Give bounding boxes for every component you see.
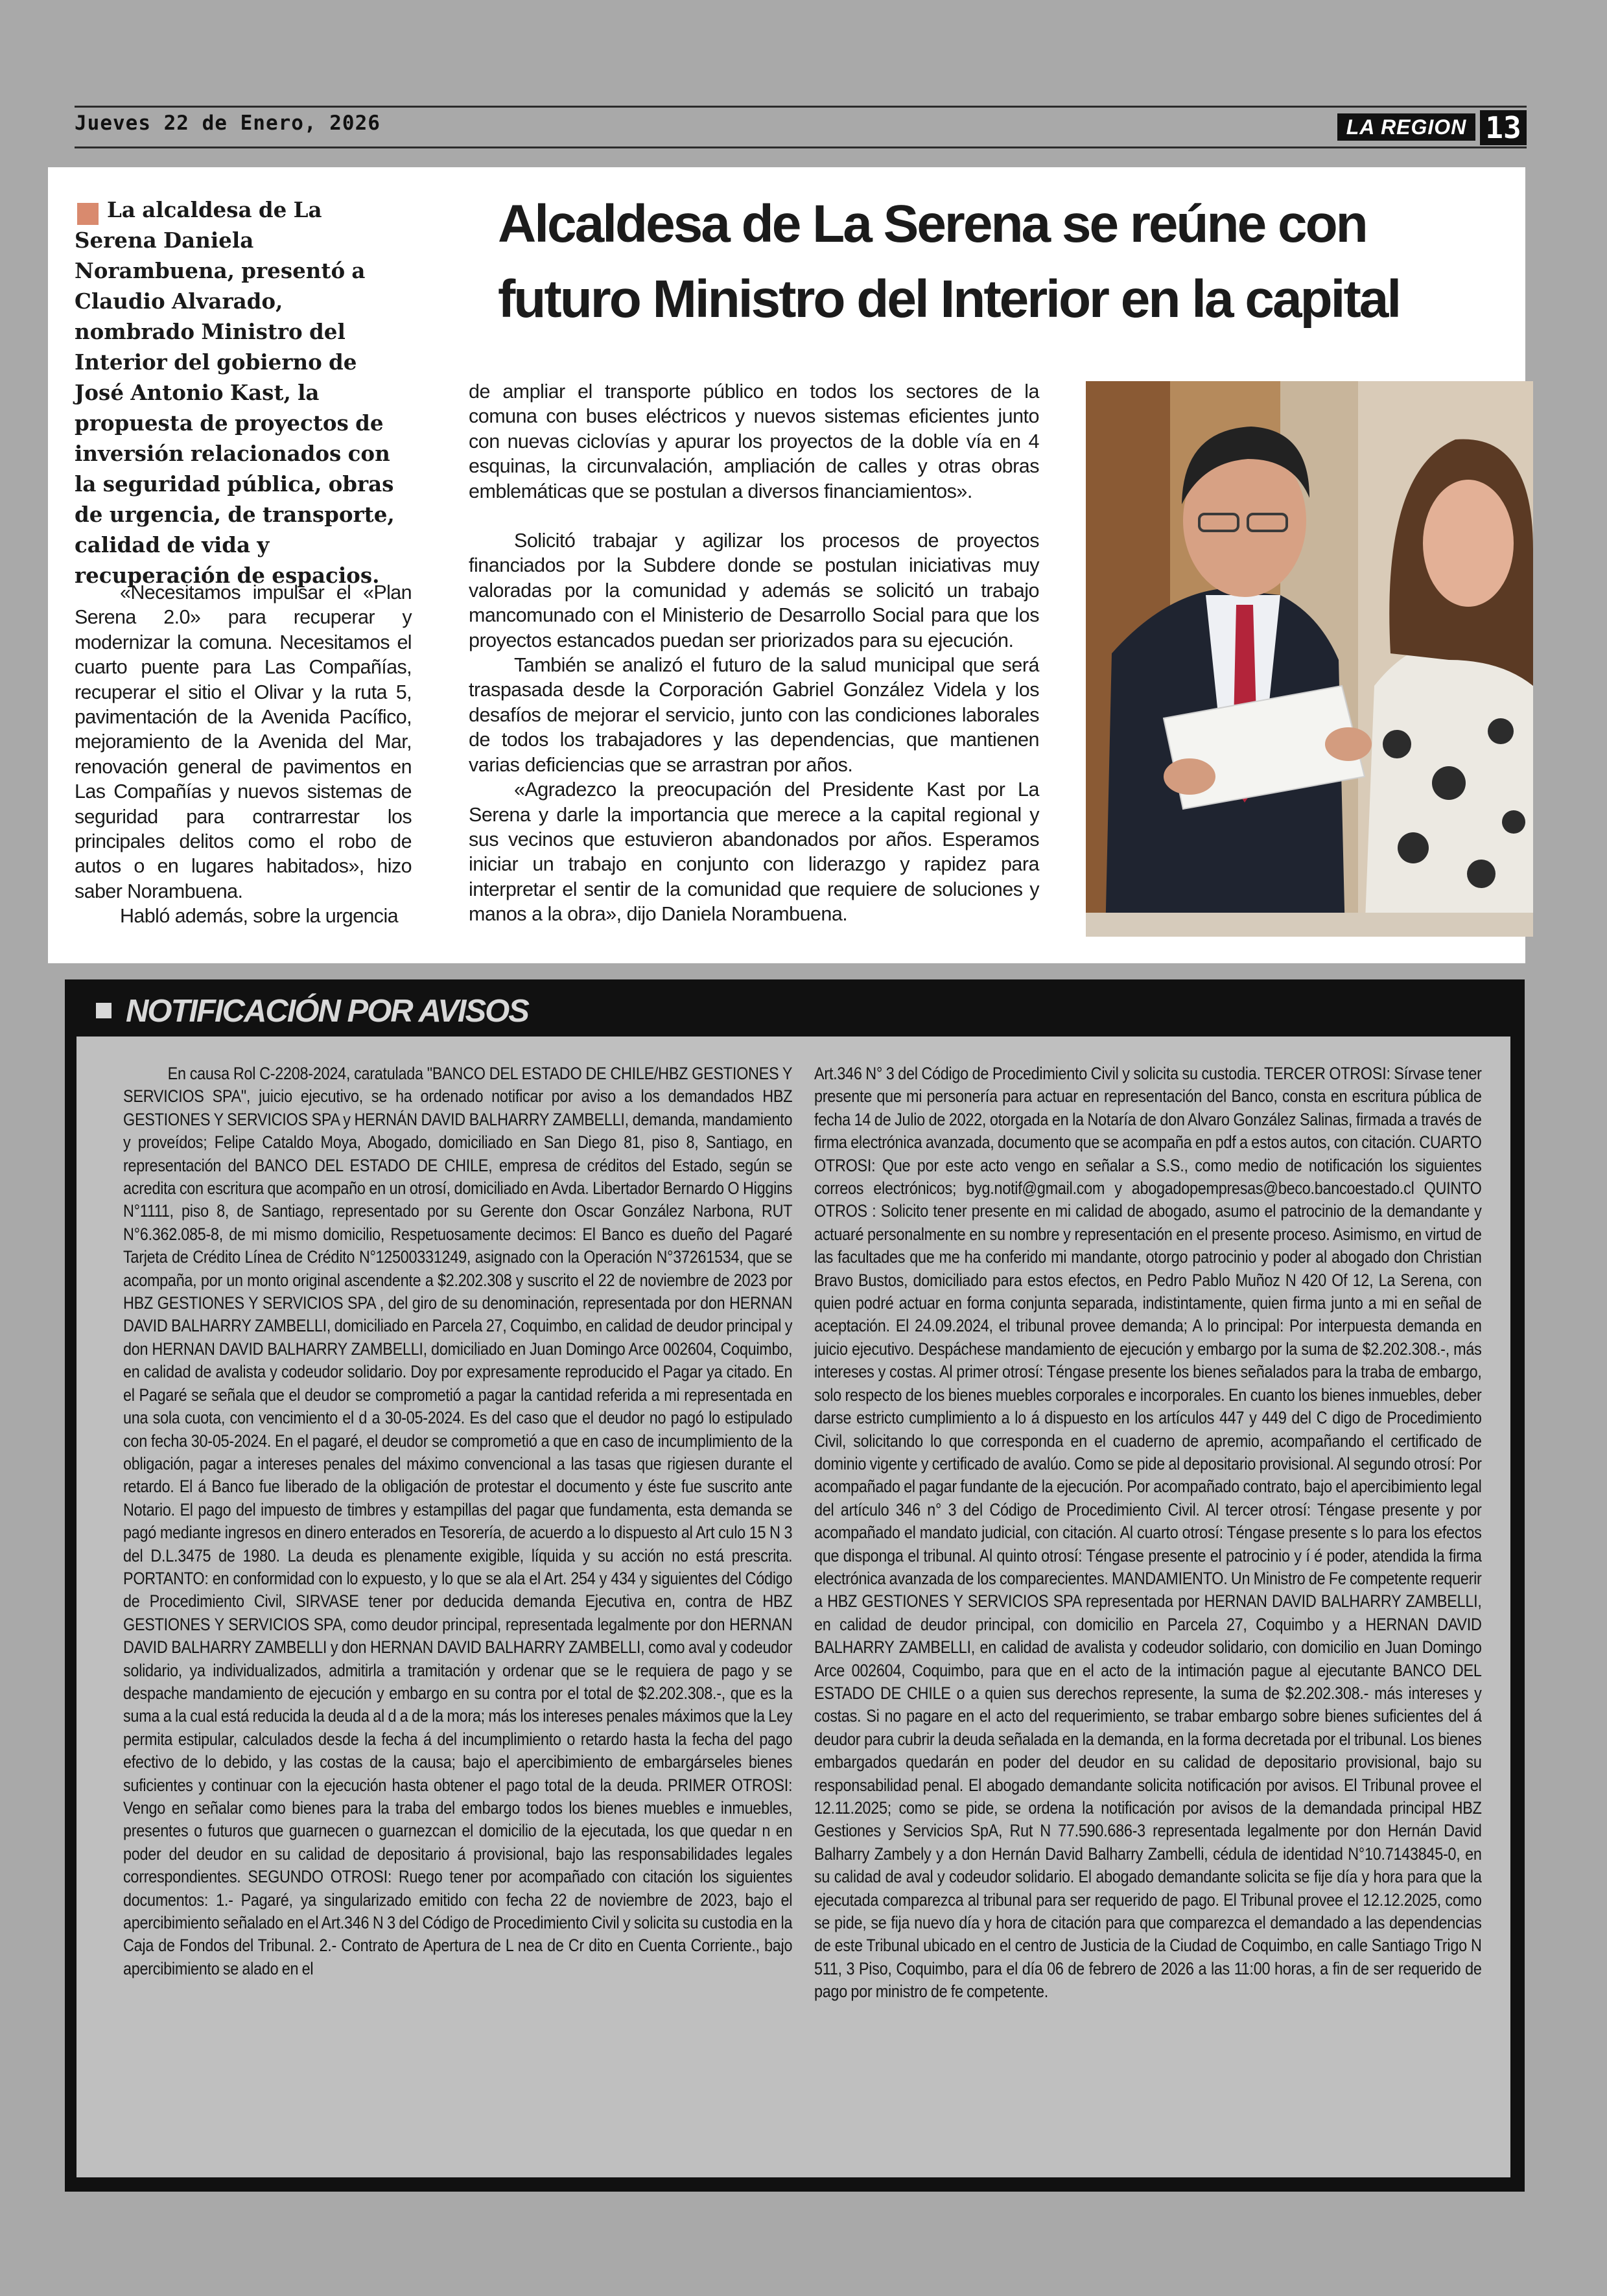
headline-line-2: futuro Ministro del Interior en la capital [498, 270, 1400, 329]
notice-left-column: En causa Rol C-2208-2024, caratulada "BANCO DEL ESTADO DE CHILE/HBZ GESTIONES Y SERVICIOS SPA", juicio ejecutivo, se ha ordenado notificar por aviso a los demandados HBZ GESTIONES Y SERVICIOS SPA y HERNÁN DAVID BALHARRY ZAMBELLI, demanda, mandamiento y proveídos; Felipe Cataldo Moya, Abogado, domiciliado en San Diego 81, piso 8, Santiago, en representación del BANCO DEL ESTADO DE CHILE, empresa de créditos del Estado, según se acredita con escritura que acompaño en un otrosí, domiciliado en Avda. Libertador Bernardo O Higgins N°1111, piso 8, de Santiago, representado por su Gerente don Oscar González Narbona, RUT N°6.362.085-8, de mi mismo domicilio, Respetuosamente decimos: El Banco es dueño del Pagaré Tarjeta de Crédito Línea de Crédito N°12500331249, asignado con la Operación N°37261534, que se acompaña, por un monto original ascendente a $2.202.308 y suscrito el 22 de noviembre de 2023 por HBZ GESTIONES Y SERVICIOS SPA , del giro de su denominación, representada por don HERNAN DAVID BALHARRY ZAMBELLI, domiciliado en Parcela 27, Coquimbo, en calidad de deudor principal y don HERNAN DAVID BALHARRY ZAMBELLI, domiciliado en Juan Domingo Arce 002604, Coquimbo, en calidad de avalista y codeudor solidario. Doy por expresamente reproducido el Pagar ya citado. En el Pagaré se señala que el deudor se comprometió a pagar la cantidad referida a mi representada en una sola cuota, con vencimiento el d a 30-05-2024. Es del caso que el deudor no pagó lo estipulado con fecha 30-05-2024. En el pagaré, el deudor se comprometió a que en caso de incumplimiento de la obligación, pagar a intereses penales del máximo convencional a las tasas que rigiesen durante el retardo. El á Banco fue liberado de la obligación de protestar el documento y éste fue suscrito ante Notario. El pago del impuesto de timbres y estampillas del pagar que fundamenta, esta demanda se pagó mediante ingresos en dinero enterados en Tesorería, de acuerdo a lo dispuesto al Art culo 15 N 3 del D.L.3475 de 1980. La deuda es plenamente exigible, líquida y su acción no está prescrita. PORTANTO: en conformidad con lo expuesto, y lo que se ala el Art. 254 y 434 y siguientes del Código de Procedimiento Civil, SIRVASE tener por deducida demanda Ejecutiva en, contra de HBZ GESTIONES Y SERVICIOS SPA, como deudor principal, representada legalmente por don HERNAN DAVID BALHARRY ZAMBELLI y don HERNAN DAVID BALHARRY ZAMBELLI, como aval y codeudor solidario, ya individualizados, admitirla a tramitación y ordenar que se le requiera de pago y se despache mandamiento de ejecución y embargo en su contra por el total de $2.202.308.-, que es la suma a la cual está reducida la deuda al d a de la mora; más los intereses penales máximos que la Ley permita estipular, calculados desde la fecha á del incumplimiento o retardo hasta la fecha del pago efectivo de lo debido, y las costas de la causa; bajo el apercibimiento de embargárseles bienes suficientes y continuar con la ejecución hasta obtener el pago total de la deuda. PRIMER OTROSI: Vengo en señalar como bienes para la traba del embargo todos los bienes muebles e inmuebles, presentes o futuros que guarnecen o guarnezcan el domicilio de la ejecutada, los que quedar n en poder del deudor en su calidad de depositario á provisional, bajo las responsabilidades legales correspondientes. SEGUNDO OTROSI: Ruego tener por acompañado con citación los siguientes documentos: 1.- Pagaré, ya singularizado emitido con fecha 22 de noviembre de 2023, bajo el apercibimiento señalado en el Art.346 N 3 del Código de Procedimiento Civil y solicita su custodia en la Caja de Fondos del Tribunal. 2.- Contrato de Apertura de L nea de Cr dito en Cuenta Corriente., bajo apercibimiento se alado en el [123, 1064, 793, 1978]
notice-right-column: Art.346 N° 3 del Código de Procedimiento Civil y solicita su custodia. TERCER OTROSI: Sírvase tener presente que mi personería para actuar en representación del Banco, consta en escritura pública de fecha 14 de Julio de 2022, otorgada en la Notaría de don Alvaro González Salinas, firmada a través de firma electrónica avanzada, documento que se acompaña en pdf a estos autos, con citación. CUARTO OTROSI: Que por este acto vengo en señalar a S.S., como medio de notificación los siguientes correos electrónicos; byg.notif@gmail.com y abogadopempresas@beco.bancoestado.cl QUINTO OTROS : Solicito tener presente en mi calidad de abogado, asumo el patrocinio de la demandante y actuaré personalmente en su nombre y representación en el presente proceso. Asimismo, en virtud de las facultades que me ha conferido mi mandante, otorgo patrocinio y poder al abogado don Christian Bravo Bustos, domiciliado para estos efectos, en Pedro Pablo Muñoz N 420 Of 12, La Serena, con quien podré actuar en forma conjunta separada, indistintamente, quien firma junto a mi en señal de aceptación. El 24.09.2024, el tribunal provee demanda; A lo principal: Por interpuesta demanda en juicio ejecutivo. Despáchese mandamiento de ejecución y embargo por la suma de $2.202.308.-, más intereses y costas. Al primer otrosí: Téngase presente los bienes señalados para la traba de embargo, solo respecto de los bienes muebles corporales e incorporales. En cuanto los bienes inmuebles, deber darse estricto cumplimiento a lo á dispuesto en los artículos 447 y 449 del C digo de Procedimiento Civil, solicitando lo que corresponda en el cuaderno de apremio, acompañando el certificado de dominio vigente y certificado de avalúo. Como se pide al depositario provisional. Al segundo otrosí: Por acompañado el pagar fundante de la ejecución. Por acompañado contrato, bajo el apercibimiento legal del artículo 346 n° 3 del Código de Procedimiento Civil. Al tercer otrosí: Téngase presente y por acompañado el mandato judicial, con citación. Al cuarto otrosí: Téngase presente s lo para los efectos que disponga el tribunal. Al quinto otrosí: Téngase presente el patrocinio y í é poder, atendida la firma electrónica avanzada de los comparecientes. MANDAMIENTO. Un Ministro de Fe competente requerir a HBZ GESTIONES Y SERVICIOS SPA representada por HERNAN DAVID BALHARRY ZAMBELLI, en calidad de deudor principal, con domicilio en Parcela 27, Coquimbo y a HERNAN DAVID BALHARRY ZAMBELLI, en calidad de avalista y codeudor solidario, con domicilio en Juan Domingo Arce 002604, Coquimbo, para que en el acto de la intimación pague al ejecutante BANCO DEL ESTADO DE CHILE o a quien sus derechos represente, la suma de $2.202.308.- más intereses y costas. Si no pagare en el acto del requerimiento, se trabar embargo sobre bienes suficientes del á deudor para cubrir la deuda señalada en la demanda, en la forma decretada por el tribunal. Los bienes embargados quedarán en poder del deudor en su calidad de depositario provisional, bajo su responsabilidad penal. El abogado demandante solicita notificación por avisos. El Tribunal provee el 12.11.2025; como se pide, se ordena la notificación por avisos de la demandada principal HBZ Gestiones y Servicios SpA, Rut N 77.590.686-3 representada legalmente por don Hernán David Balharry Zambely y a don Hernán David Balharry Zambelli, cédula de identidad N°10.7143845-0, en su calidad de aval y codeudor solidario. El abogado demandante solicita se fije día y hora para que la ejecutada comparezca al tribunal para ser requerido de pago. El Tribunal provee el 12.12.2025, como se pide, se fija nuevo día y hora de citación para que comparezca el demandado a las dependencias de este Tribunal ubicado en el centro de Justicia de la Ciudad de Coquimbo, en calle Santiago Trigo N 511, 3 Piso, Coquimbo, para el día 06 de febrero de 2026 a las 11:00 horas, a fin de ser requerido de pago por ministro de fe competente. [814, 1064, 1482, 2002]
notice-square-icon [96, 1003, 111, 1018]
legal-notice-box [65, 979, 1525, 2192]
header-rule-bottom [75, 146, 1527, 148]
headline-line-1: Alcaldesa de La Serena se reúne con [498, 194, 1367, 253]
middle-paragraph: Solicitó trabajar y agilizar los procesos de proyectos financiados por la Subdere donde se postulan iniciativas muy valoradas por la comunidad y además se solicitó un trabajo mancomunado con el Ministerio de Desarrollo Social para que los proyectos estancados puedan ser priorizados para su ejecución. [469, 530, 1039, 651]
article-middle-column [469, 379, 1039, 927]
article-left-column [75, 580, 412, 929]
left-paragraph: «Necesitamos impulsar el «Plan Serena 2.0» para recuperar y modernizar la comuna. Necesitamos el cuarto puente para Las Compañías, recuperar el sitio el Olivar y la ruta 5, pavimentación de la Avenida Pacífico, mejoramiento de la Avenida del Mar, renovación general de pavimentos en Las Compañías y nuevos sistemas de seguridad para contrarrestar los principales delitos como el robo de autos o en lugares habitados», hizo saber Norambuena. [75, 581, 412, 902]
issue-date: Jueves 22 de Enero, 2026 [75, 111, 381, 135]
article-lead: La alcaldesa de La Serena Daniela Norambuena, presentó a Claudio Alvarado, nombrado Ministro del Interior del gobierno de José Antonio Kast, la propuesta de proyectos de inversión relacionados con la seguridad pública, obras de urgencia, de transporte, calidad de vida y recuperación de espacios. [75, 197, 395, 588]
header-rule-top [75, 106, 1527, 108]
middle-paragraph: «Agradezco la preocupación del Presidente Kast por La Serena y darle la importancia que merece a la capital regional y sus vecinos que estuvieron abandonados por años. Esperamos iniciar un trabajo en conjunto con liderazgo y rapidez para interpretar el sentir de la comunidad que requiere de soluciones y manos a la obra», dijo Daniela Norambuena. [469, 779, 1039, 926]
middle-paragraph: También se analizó el futuro de la salud municipal que será traspasada desde la Corporación Gabriel González Videla y los desafíos de mejorar el servicio, junto con las condiciones laborales de todos los trabajadores y las dependencias, que mantienen varias deficiencias que se arrastran por años. [469, 654, 1039, 776]
notice-title-bar [65, 979, 1525, 1037]
notice-title: NOTIFICACIÓN POR AVISOS [126, 994, 528, 1029]
photo-illustration [1086, 381, 1533, 937]
article-photo [1086, 381, 1533, 937]
article-headline [498, 187, 1470, 337]
notice-body [76, 1037, 1510, 2177]
newspaper-brand: LA REGION [1337, 113, 1475, 141]
middle-paragraph: de ampliar el transporte público en todos los sectores de la comuna con buses eléctricos y nuevos sistemas eficientes junto con nuevas ciclovías y apurar los proyectos de la doble vía en 4 esquinas, la circunvalación, ampliación de calles y otras obras emblemáticas que se postulan a diversos financiamientos». [469, 381, 1039, 502]
left-paragraph: Habló además, sobre la urgencia [120, 905, 398, 928]
page-number: 13 [1480, 110, 1527, 145]
